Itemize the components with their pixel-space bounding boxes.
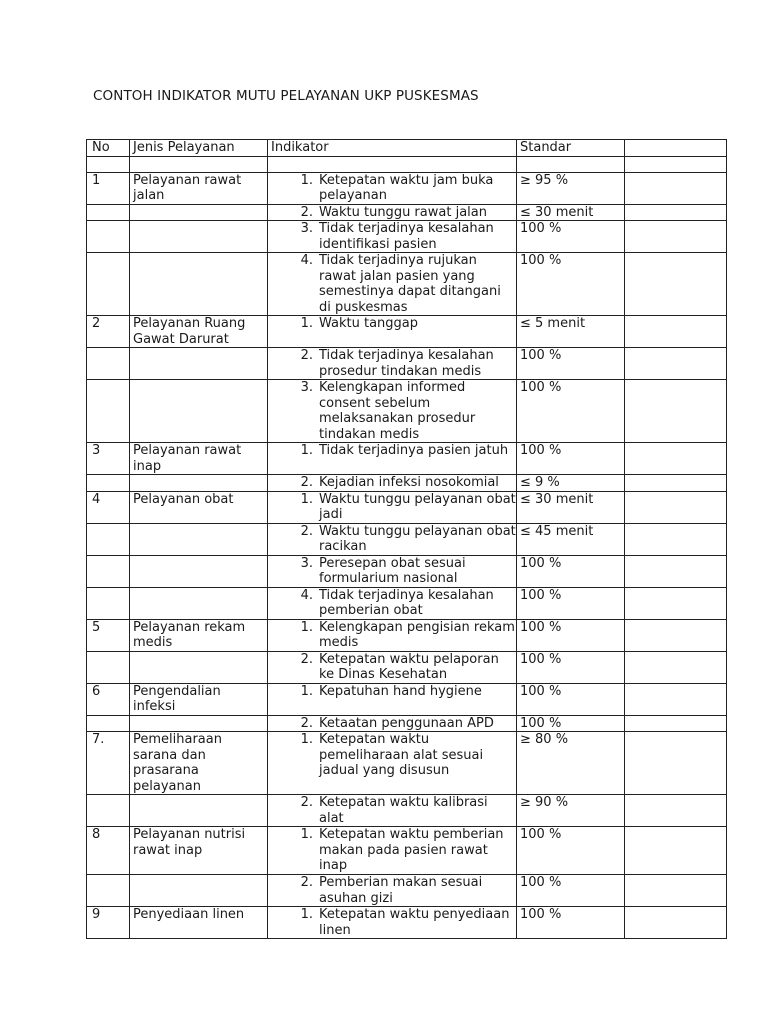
indikator-text: Tidak terjadinya rujukan rawat jalan pasien yang semestinya dapat ditangani di puskesmas: [319, 253, 501, 315]
table-row: [87, 555, 727, 587]
indikator-text: Ketepatan waktu jam buka pelayanan: [319, 172, 494, 203]
table-row: [87, 651, 727, 683]
row-jenis: Pengendalian infeksi: [130, 683, 268, 715]
table-row: [87, 172, 727, 204]
indikator-number: 1.: [300, 316, 313, 331]
row-jenis: [130, 555, 268, 587]
row-indikator: [268, 443, 517, 475]
row-indikator: [268, 715, 517, 732]
row-standar: 100 %: [517, 587, 625, 619]
row-no: [87, 875, 130, 907]
row-extra: [625, 221, 727, 253]
row-indikator: [268, 587, 517, 619]
row-standar: 100 %: [517, 221, 625, 253]
row-indikator: [268, 523, 517, 555]
row-no: 7.: [87, 732, 130, 795]
indikator-number: 1.: [300, 732, 313, 747]
table-row: [87, 348, 727, 380]
row-indikator: [268, 651, 517, 683]
table-row: [87, 204, 727, 221]
row-indikator: [268, 907, 517, 939]
row-no: [87, 555, 130, 587]
table-row: [87, 380, 727, 443]
indikator-text: Waktu tanggap: [319, 316, 419, 331]
row-standar: ≤ 30 menit: [517, 204, 625, 221]
row-extra: [625, 795, 727, 827]
header-indikator: Indikator: [268, 140, 517, 157]
row-jenis: Pelayanan Ruang Gawat Darurat: [130, 316, 268, 348]
spacer-cell: [130, 156, 268, 172]
table-row: [87, 715, 727, 732]
row-extra: [625, 253, 727, 316]
row-no: [87, 523, 130, 555]
indikator-number: 1.: [300, 619, 313, 635]
row-no: 5: [87, 619, 130, 651]
row-standar: ≥ 90 %: [517, 795, 625, 827]
row-indikator: [268, 253, 517, 316]
indikator-text: Kepatuhan hand hygiene: [319, 683, 482, 699]
row-extra: [625, 380, 727, 443]
indikator-number: 2.: [300, 875, 313, 890]
row-standar: 100 %: [517, 827, 625, 875]
indikator-text: Tidak terjadinya pasien jatuh: [319, 443, 509, 458]
row-extra: [625, 443, 727, 475]
row-indikator: [268, 204, 517, 221]
row-jenis: Penyediaan linen: [130, 907, 268, 939]
row-jenis: Pemeliharaan sarana dan prasarana pelayanan: [130, 732, 268, 795]
row-indikator: [268, 348, 517, 380]
row-standar: 100 %: [517, 253, 625, 316]
spacer-cell: [87, 156, 130, 172]
row-extra: [625, 491, 727, 523]
indikator-number: 4.: [300, 253, 313, 268]
row-jenis: [130, 253, 268, 316]
indikator-text: Tidak terjadinya kesalahan identifikasi pasien: [319, 221, 494, 252]
row-standar: ≥ 95 %: [517, 172, 625, 204]
row-no: [87, 221, 130, 253]
row-standar: 100 %: [517, 380, 625, 443]
spacer-cell: [517, 156, 625, 172]
row-indikator: [268, 875, 517, 907]
indikator-text: Ketepatan waktu penyediaan linen: [319, 907, 510, 938]
row-no: [87, 348, 130, 380]
indikator-number: 1.: [300, 907, 313, 922]
row-standar: 100 %: [517, 348, 625, 380]
row-standar: ≤ 30 menit: [517, 491, 625, 523]
row-standar: ≤ 5 menit: [517, 316, 625, 348]
row-extra: [625, 651, 727, 683]
row-jenis: [130, 651, 268, 683]
indikator-number: 3.: [300, 380, 313, 395]
header-extra: [625, 140, 727, 157]
row-jenis: [130, 204, 268, 221]
row-jenis: Pelayanan nutrisi rawat inap: [130, 827, 268, 875]
indikator-text: Ketepatan waktu pelaporan ke Dinas Kesehatan: [319, 651, 499, 682]
row-standar: 100 %: [517, 619, 625, 651]
row-jenis: [130, 221, 268, 253]
row-standar: ≤ 9 %: [517, 475, 625, 492]
row-jenis: [130, 715, 268, 732]
indikator-number: 2.: [300, 523, 313, 539]
indikator-text: Ketaatan penggunaan APD: [319, 715, 494, 731]
row-extra: [625, 555, 727, 587]
row-extra: [625, 875, 727, 907]
row-extra: [625, 172, 727, 204]
indikator-text: Waktu tunggu pelayanan obat jadi: [319, 491, 516, 522]
indikator-number: 1.: [300, 827, 313, 842]
indikator-text: Kelengkapan informed consent sebelum melaksanakan prosedur tindakan medis: [319, 380, 476, 442]
indikator-text: Waktu tunggu pelayanan obat racikan: [319, 523, 516, 554]
row-no: 3: [87, 443, 130, 475]
row-indikator: [268, 221, 517, 253]
row-jenis: [130, 380, 268, 443]
row-extra: [625, 619, 727, 651]
row-no: 9: [87, 907, 130, 939]
row-standar: 100 %: [517, 715, 625, 732]
row-extra: [625, 475, 727, 492]
row-no: [87, 475, 130, 492]
table-row: [87, 221, 727, 253]
spacer-cell: [625, 156, 727, 172]
row-jenis: Pelayanan obat: [130, 491, 268, 523]
indikator-text: Ketepatan waktu pemeliharaan alat sesuai jadual yang disusun: [319, 732, 484, 778]
row-jenis: Pelayanan rawat inap: [130, 443, 268, 475]
indikator-number: 3.: [300, 555, 313, 571]
indikator-text: Tidak terjadinya kesalahan pemberian obat: [319, 587, 494, 618]
indikator-text: Kejadian infeksi nosokomial: [319, 475, 499, 490]
indikator-number: 2.: [300, 651, 313, 667]
table-row: [87, 683, 727, 715]
indikator-number: 2.: [300, 795, 313, 810]
row-no: 2: [87, 316, 130, 348]
table-row: [87, 827, 727, 875]
row-no: [87, 651, 130, 683]
row-jenis: Pelayanan rawat jalan: [130, 172, 268, 204]
table-row: [87, 795, 727, 827]
table-row: [87, 875, 727, 907]
row-no: [87, 587, 130, 619]
row-extra: [625, 316, 727, 348]
row-standar: ≤ 45 menit: [517, 523, 625, 555]
row-jenis: [130, 348, 268, 380]
row-indikator: [268, 555, 517, 587]
table-row: [87, 587, 727, 619]
table-row: [87, 253, 727, 316]
table-row: [87, 732, 727, 795]
row-jenis: [130, 475, 268, 492]
table-row: [87, 475, 727, 492]
row-indikator: [268, 172, 517, 204]
row-indikator: [268, 683, 517, 715]
header-jenis: Jenis Pelayanan: [130, 140, 268, 157]
indikator-number: 2.: [300, 204, 313, 220]
indikator-number: 2.: [300, 715, 313, 731]
row-no: [87, 795, 130, 827]
table-row: [87, 316, 727, 348]
row-jenis: [130, 795, 268, 827]
row-indikator: [268, 732, 517, 795]
row-extra: [625, 683, 727, 715]
indikator-number: 1.: [300, 172, 313, 188]
row-jenis: [130, 523, 268, 555]
header-no: No: [87, 140, 130, 157]
row-standar: 100 %: [517, 875, 625, 907]
indikator-number: 3.: [300, 221, 313, 236]
indicator-table: [86, 139, 727, 939]
row-no: 1: [87, 172, 130, 204]
spacer-row: [87, 156, 727, 172]
row-standar: 100 %: [517, 555, 625, 587]
row-indikator: [268, 491, 517, 523]
indikator-number: 1.: [300, 683, 313, 699]
row-no: [87, 380, 130, 443]
table-row: [87, 619, 727, 651]
indikator-number: 4.: [300, 587, 313, 603]
header-standar: Standar: [517, 140, 625, 157]
row-extra: [625, 523, 727, 555]
row-no: [87, 204, 130, 221]
row-indikator: [268, 795, 517, 827]
row-standar: 100 %: [517, 683, 625, 715]
table-row: [87, 443, 727, 475]
row-jenis: Pelayanan rekam medis: [130, 619, 268, 651]
table-row: [87, 907, 727, 939]
document-title: CONTOH INDIKATOR MUTU PELAYANAN UKP PUSKESMAS: [93, 88, 479, 104]
table-row: [87, 491, 727, 523]
indikator-text: Peresepan obat sesuai formularium nasional: [319, 555, 466, 586]
indikator-text: Pemberian makan sesuai asuhan gizi: [319, 875, 483, 906]
row-extra: [625, 907, 727, 939]
indikator-text: Ketepatan waktu pemberian makan pada pasien rawat inap: [319, 827, 504, 873]
row-extra: [625, 348, 727, 380]
indikator-text: Kelengkapan pengisian rekam medis: [319, 619, 515, 650]
row-extra: [625, 587, 727, 619]
indikator-number: 1.: [300, 443, 313, 458]
row-extra: [625, 204, 727, 221]
row-standar: 100 %: [517, 907, 625, 939]
row-indikator: [268, 316, 517, 348]
table-row: [87, 523, 727, 555]
row-no: [87, 715, 130, 732]
row-indikator: [268, 619, 517, 651]
row-extra: [625, 827, 727, 875]
row-indikator: [268, 475, 517, 492]
row-no: 4: [87, 491, 130, 523]
row-no: [87, 253, 130, 316]
row-extra: [625, 732, 727, 795]
indikator-number: 1.: [300, 491, 313, 507]
row-standar: ≥ 80 %: [517, 732, 625, 795]
indikator-number: 2.: [300, 348, 313, 363]
row-indikator: [268, 380, 517, 443]
row-jenis: [130, 587, 268, 619]
row-standar: 100 %: [517, 651, 625, 683]
row-jenis: [130, 875, 268, 907]
indikator-text: Waktu tunggu rawat jalan: [319, 204, 487, 220]
header-row: [87, 140, 727, 157]
row-indikator: [268, 827, 517, 875]
row-no: 8: [87, 827, 130, 875]
indikator-number: 2.: [300, 475, 313, 490]
row-extra: [625, 715, 727, 732]
row-standar: 100 %: [517, 443, 625, 475]
indikator-text: Ketepatan waktu kalibrasi alat: [319, 795, 488, 826]
row-no: 6: [87, 683, 130, 715]
spacer-cell: [268, 156, 517, 172]
indikator-text: Tidak terjadinya kesalahan prosedur tindakan medis: [319, 348, 494, 379]
